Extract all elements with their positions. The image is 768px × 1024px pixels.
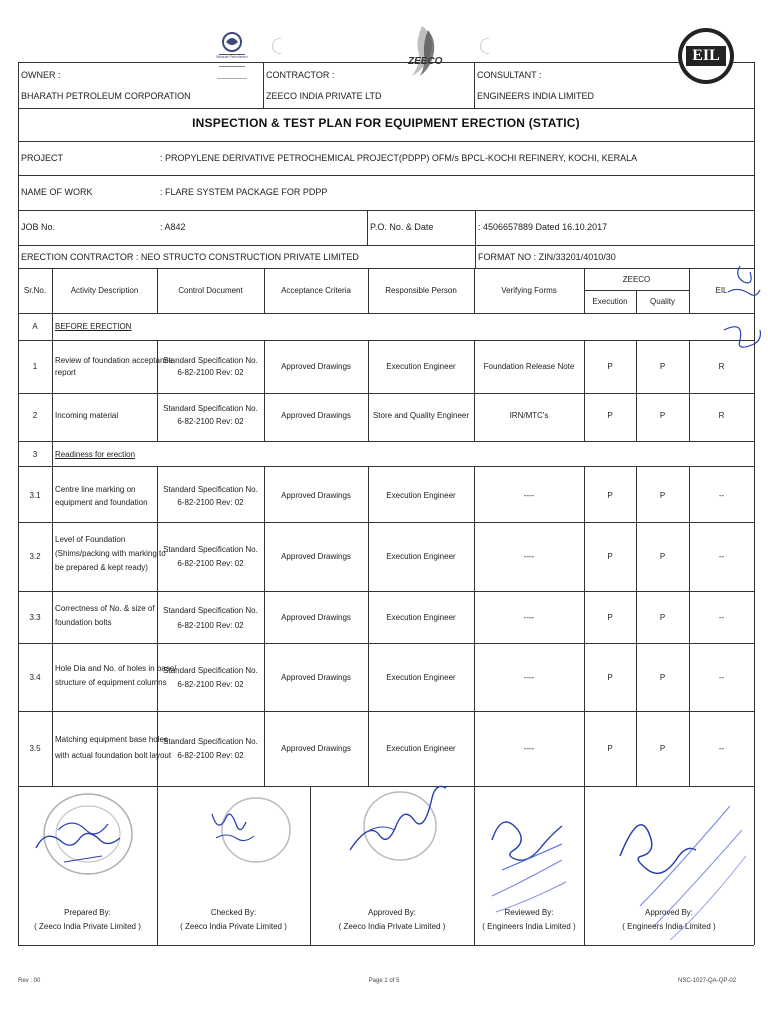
row-control: 6-82-2100 Rev: 02 [177,417,244,426]
signature-role: Approved By: [367,908,417,917]
row-responsible: Execution Engineer [386,362,456,371]
row-control: Standard Specification No. [163,485,258,494]
section-title: BEFORE ERECTION [55,322,132,331]
row-sr: 2 [32,411,38,420]
work-value: : FLARE SYSTEM PACKAGE FOR PDPP [160,187,328,197]
row-control: Standard Specification No. [163,545,258,554]
row-eil: -- [718,744,725,753]
row-control: Standard Specification No. [163,404,258,413]
document-title: INSPECTION & TEST PLAN FOR EQUIPMENT ERECTION (STATIC) [192,116,580,130]
row-activity: with actual foundation bolt layout [55,751,172,760]
th-eil: EIL [715,286,728,295]
erection-contractor: ERECTION CONTRACTOR : NEO STRUCTO CONSTRUCTION PRIVATE LIMITED [21,252,359,262]
work-label: NAME OF WORK [21,187,93,197]
row-activity: Review of foundation acceptance [55,356,173,365]
row-quality: P [659,744,666,753]
eil-logo-text: EIL [692,47,720,64]
row-control: 6-82-2100 Rev: 02 [177,680,244,689]
th-control: Control Document [178,286,243,295]
owner-name: BHARATH PETROLEUM CORPORATION [21,91,191,101]
row-activity: equipment and foundation [55,498,148,507]
row-execution: P [607,362,613,371]
row-responsible: Execution Engineer [386,613,456,622]
signature-role: Reviewed By: [504,908,554,917]
row-execution: P [607,744,613,753]
row-execution: P [607,552,613,561]
company-stamp [196,794,296,864]
signature-role: Checked By: [210,908,257,917]
row-eil: -- [718,673,725,682]
row-verifying: ---- [523,552,535,561]
row-acceptance: Approved Drawings [281,362,351,371]
row-sr: 3.4 [29,673,41,682]
signature-org: ( Zeeco India Private Limited ) [180,922,287,931]
footer-rev: Rev : 00 [18,978,41,984]
contractor-label: CONTRACTOR : [266,70,335,80]
row-verifying: ---- [523,673,535,682]
th-acceptance: Acceptance Criteria [281,286,351,295]
section-sr: A [32,322,38,331]
row-activity: Matching equipment base holes [55,735,168,744]
row-execution: P [607,673,613,682]
row-verifying: ---- [523,613,535,622]
signature-role: Approved By: [644,908,694,917]
row-sr: 3.1 [29,491,41,500]
row-control: Standard Specification No. [163,737,258,746]
consultant-label: CONSULTANT : [477,70,542,80]
consultant-name: ENGINEERS INDIA LIMITED [477,91,595,101]
row-acceptance: Approved Drawings [281,744,351,753]
row-eil: R [718,362,725,371]
row-responsible: Execution Engineer [386,673,456,682]
row-acceptance: Approved Drawings [281,673,351,682]
row-activity: Incoming material [55,411,119,420]
zeeco-logo [400,22,458,84]
row-acceptance: Approved Drawings [281,613,351,622]
row-quality: P [659,613,666,622]
row-sr: 3.3 [29,613,41,622]
row-control: 6-82-2100 Rev: 02 [177,559,244,568]
row-activity: foundation bolts [55,618,112,627]
row-quality: P [659,673,666,682]
row-verifying: ---- [523,491,535,500]
row-execution: P [607,411,613,420]
row-control: 6-82-2100 Rev: 02 [177,751,244,760]
signature-org: ( Zeeco India Private Limited ) [34,922,141,931]
row-eil: -- [718,491,725,500]
footer-page: Page 1 of 5 [368,978,400,984]
signature-org: ( Zeeco India Private Limited ) [338,922,446,931]
company-stamp [28,790,148,880]
row-responsible: Execution Engineer [386,744,456,753]
owner-label: OWNER : [21,70,61,80]
th-srno: Sr.No. [23,286,47,295]
row-activity: report [55,368,76,377]
row-sr: 3.5 [29,744,41,753]
po-value: : 4506657889 Dated 16.10.2017 [478,222,608,232]
contractor-name: ZEECO INDIA PRIVATE LTD [266,91,382,101]
row-acceptance: Approved Drawings [281,491,351,500]
scan-mark [480,38,489,54]
th-responsible: Responsible Person [385,286,457,295]
row-execution: P [607,613,613,622]
row-sr: 1 [32,362,38,371]
bpcl-logo [212,30,252,92]
row-acceptance: Approved Drawings [281,552,351,561]
scan-mark [272,38,281,54]
handwritten-initials [700,256,766,356]
job-value: : A842 [160,222,186,232]
po-label: P.O. No. & Date [370,222,434,232]
th-activity: Activity Description [70,286,139,295]
row-eil: -- [718,552,725,561]
row-quality: P [659,362,666,371]
signature-org: ( Engineers India Limited ) [622,922,716,931]
signature-org: ( Engineers India Limited ) [482,922,576,931]
project-label: PROJECT [21,153,64,163]
row-responsible: Execution Engineer [386,491,456,500]
signature-role: Prepared By: [64,908,111,917]
row-control: 6-82-2100 Rev: 02 [177,498,244,507]
row-activity: Centre line marking on [55,485,136,494]
row-eil: R [718,411,725,420]
row-activity: (Shims/packing with marking to [55,549,166,558]
company-stamp [330,778,460,868]
row-control: 6-82-2100 Rev: 02 [177,368,244,377]
row-control: Standard Specification No. [163,666,258,675]
footer-doc-no: NSC-1027-QA-QP-02 [678,978,737,984]
row-activity: be prepared & kept ready) [55,563,148,572]
row-quality: P [659,491,666,500]
th-verifying: Verifying Forms [501,286,557,295]
row-execution: P [607,491,613,500]
section-sr: 3 [32,450,38,459]
row-verifying: Foundation Release Note [483,362,575,371]
th-quality: Quality [650,297,675,306]
row-activity: Hole Dia and No. of holes in base/ [55,664,177,673]
row-control: Standard Specification No. [163,606,258,615]
zeeco-logo-text: ZEECO [408,56,443,67]
row-verifying: ---- [523,744,535,753]
format-no: FORMAT NO : ZIN/33201/4010/30 [478,252,616,262]
bpcl-logo-text: Bharat Petroleum [216,54,248,59]
row-quality: P [659,552,666,561]
row-verifying: IRN/MTC's [509,411,549,420]
row-control: 6-82-2100 Rev: 02 [177,621,244,630]
th-zeeco: ZEECO [622,275,651,284]
row-quality: P [659,411,666,420]
section-title: Readiness for erection [55,450,136,459]
row-control: Standard Specification No. [163,356,258,365]
row-responsible: Execution Engineer [386,552,456,561]
row-responsible: Store and Quality Engineer [372,411,470,420]
th-execution: Execution [592,297,628,306]
row-activity: Correctness of No. & size of [55,604,155,613]
job-label: JOB No. [21,222,56,232]
row-acceptance: Approved Drawings [281,411,351,420]
project-value: : PROPYLENE DERIVATIVE PETROCHEMICAL PROJECT(PDPP) OFM/s BPCL-KOCHI REFINERY, KOCHI, KERALA [160,153,638,163]
row-activity: Level of Foundation [55,535,126,544]
row-eil: -- [718,613,725,622]
row-sr: 3.2 [29,552,41,561]
eil-logo [676,26,736,86]
row-activity: structure of equipment columns [55,678,167,687]
